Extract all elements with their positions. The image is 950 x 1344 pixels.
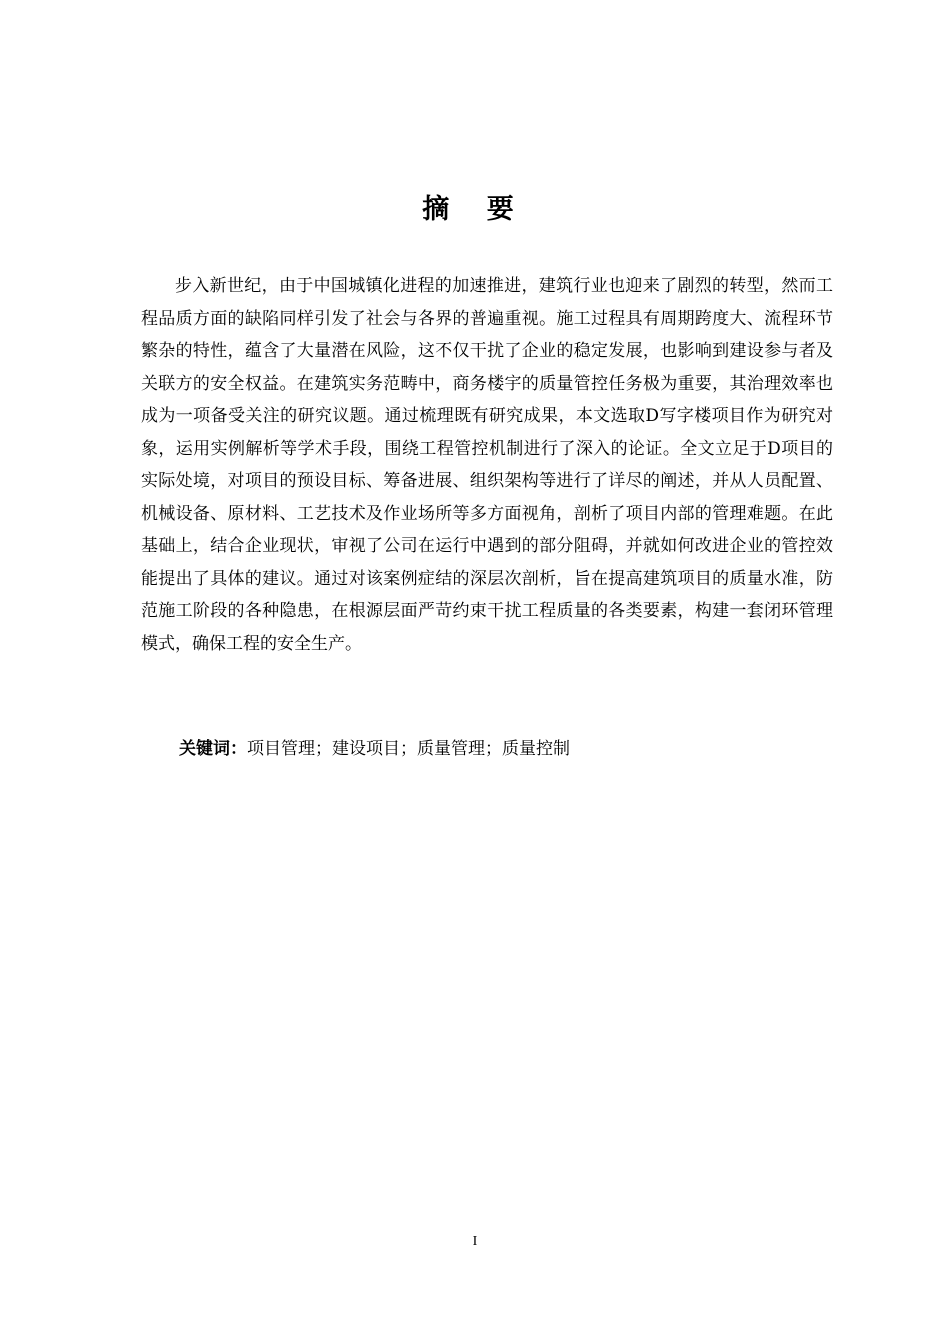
page-title: 摘 要 — [422, 194, 528, 225]
keywords-label: 关键词： — [179, 739, 247, 759]
keywords-line — [179, 733, 570, 765]
keywords-values: 项目管理；建设项目；质量管理；质量控制 — [247, 739, 570, 759]
page-number: I — [472, 1234, 478, 1249]
abstract-body — [141, 270, 833, 660]
abstract-paragraph: 步入新世纪，由于中国城镇化进程的加速推进，建筑行业也迎来了剧烈的转型，然而工程品质方面的缺陷同样引发了社会与各界的普遍重视。施工过程具有周期跨度大、流程环节繁杂的特性，蕴含了大量潜在风险，这不仅干扰了企业的稳定发展，也影响到建设参与者及关联方的安全权益。在建筑实务范畴中，商务楼宇的质量管控任务极为重要，其治理效率也成为一项备受关注的研究议题。通过梳理既有研究成果，本文选取D写字楼项目作为研究对象，运用实例解析等学术手段，围绕工程管控机制进行了深入的论证。全文立足于D项目的实际处境，对项目的预设目标、筹备进展、组织架构等进行了详尽的阐述，并从人员配置、机械设备、原材料、工艺技术及作业场所等多方面视角，剖析了项目内部的管理难题。在此基础上，结合企业现状，审视了公司在运行中遇到的部分阻碍，并就如何改进企业的管控效能提出了具体的建议。通过对该案例症结的深层次剖析，旨在提高建筑项目的质量水准，防范施工阶段的各种隐患，在根源层面严苛约束干扰工程质量的各类要素，构建一套闭环管理模式，确保工程的安全生产。 — [141, 276, 833, 654]
